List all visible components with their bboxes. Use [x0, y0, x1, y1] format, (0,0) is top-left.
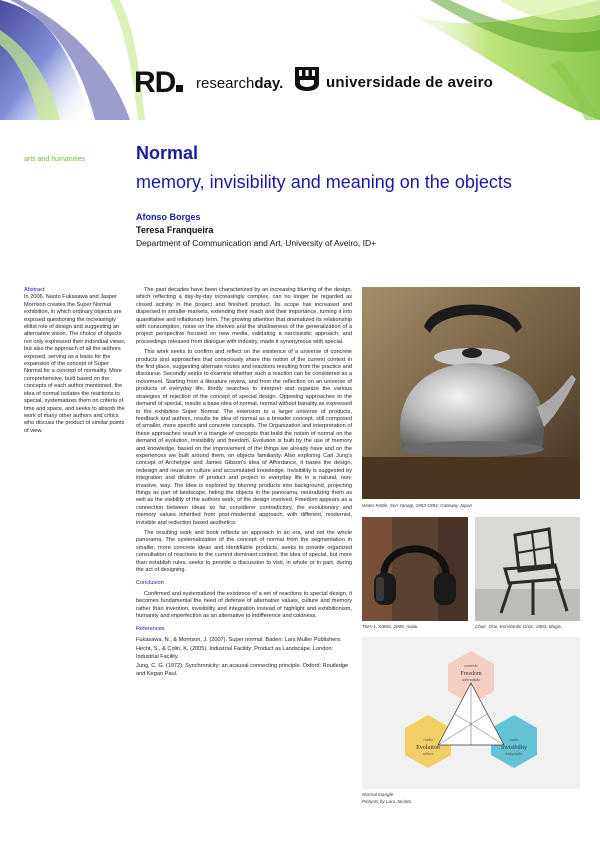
kettle-caption: Water Kettle, Sori Yanagi, 1953-1994, Gateway Japan — [362, 503, 473, 508]
header-banner — [0, 0, 600, 120]
university-wordmark: universidade de aveiro — [326, 74, 493, 91]
triangle-caption-2: Pictures by Lara Jacinto — [362, 799, 412, 804]
headphones-photo — [362, 517, 468, 621]
leaf-swirl-background — [0, 0, 600, 120]
headphones-caption: TMA-1, KIBiSi, 2009, Aiaiai. — [362, 624, 419, 629]
conclusion-heading: Conclusion — [136, 580, 164, 587]
normal-triangle-diagram — [362, 637, 580, 789]
chair-caption: Chair_One, Konstantin Grcic, 2003, Magis. — [475, 624, 563, 629]
chair-photo — [475, 517, 580, 621]
body-text — [136, 287, 352, 680]
kettle-photo — [362, 287, 580, 499]
invisibility-small-label: razão — [509, 738, 519, 742]
abstract-text: In 2006, Naoto Fukasawa and Jasper Morrison creates the Super Normal exhibition, in which ordinary objects are exposed questioning the increasingly elitist role of design and suggesting an alternative vision. The choice of objects not only expressed their individual views, but also the approach of all the authors exposed, serving as a basis for the expansion of the concept of Super Normal for a concept of normality. More comprehensive, built based on the concepts of each author mentioned, the idea of normal isolates the reactions to special, systematizes them on criteria of time and space, and seeks to absorb the work of many other authors and critics who discuss the product of similar points of view. — [24, 294, 126, 434]
body-paragraph-1: The past decades have been characterized by an increasing blurring of the design, which reflecting a day-by-day increasingly complex, can no longer be regarded as closed activity in the project and finished product. Its scope has increased and dispersed in smaller markets, extending their reach and their importance, turning it into quantitative and inflationary term. The growing attention that dramatized its relationship with consumption, noise on the shelves and the shallowness of the generalization of a project perspective focused on new media, validating a narcissistic approach, and proceedings released from dialogue with industry, made it synonymous with special. — [136, 287, 352, 345]
paper-subtitle: memory, invisibility and meaning on the objects — [136, 172, 512, 192]
references-heading: References — [136, 626, 165, 633]
affiliation: Department of Communication and Art, University of Aveiro, ID+ — [136, 238, 377, 248]
evolution-sub-label: cultura — [422, 752, 434, 756]
paper-title: Normal — [136, 143, 199, 163]
evolution-small-label: razão — [423, 738, 433, 742]
freedom-label: Freedom — [460, 671, 482, 677]
university-shield-icon — [294, 66, 320, 92]
freedom-small-label: contexto — [464, 664, 478, 668]
freedom-sub-label: contradição — [461, 678, 481, 682]
author-2: Teresa Franqueira — [136, 225, 214, 235]
body-paragraph-3: The resulting work and book reflects an approach in an era, and not the whole panorama. The systematization of the concept of normal from the segmentation in smaller, more concrete ideas and identifiable products, seeks to provide organized consultation of reactions to the current dominant context, the idea of special, but more than establish rules, seeks to provide a discussion to visit, in whole or in part, during the act of designing. — [136, 530, 352, 574]
author-1: Afonso Borges — [136, 212, 201, 222]
references-list — [136, 637, 352, 678]
body-paragraph-2: This work seeks to confirm and reflect on the existence of a universe of concrete products and approaches that consciously share this notion of the current context in the first place, suggesting alternate routes and reactions resulting from the practice and discourse. Secondly seeks to examine whether such a reaction can be considered as a movement. Starting from a literature review, and from the reflection on an universe of products of everyday life, thirdly searches to interpret and organize the various strategies of rejection of the concept of special design. Opposing approaches to the demand of special, results a base idea of normal, normal without banality as expressed in the exhibition Super Normal. The extension to a larger universe of products, feedback and authors, results he idea of normal as a broader concept, still composed of smaller, more specific and concrete concepts. The Organization and interpretation of these approaches result in a triangle of concepts that build the notion of normal on the demand of evolution, invisibility and freedom. Evolution is built by the use of memory and knowledge, based on the improvement of the things we already have and on the experiences we built around them, on objects familiarity. Also exploring Carl Jung's concept of Archetype and James Gibson's idea of Affordance, it bases the design, redesign and reuse on culture and accumulated knowledge. Invisibility is suggested by integration and dilution of product and project in everyday life in a natural, non-invasive, way. The idea is explored by blurring products into background, projecting things as part of landscape, hiding the objects in the panorama, neutralizing them as well as the visibility of the authors work, of the design involved. Freedom appears as a connection between ideas so far considerer contradictory, the evolutionary and memory values inherited from post-modernist approach, with different, modernist, invisible and reduction based aesthetics. — [136, 349, 352, 526]
triangle-caption-1: Normal triangle — [362, 792, 394, 797]
invisibility-sub-label: integração — [505, 752, 523, 756]
abstract-heading: Abstract — [24, 287, 45, 293]
researchday-wordmark: researchday. — [196, 75, 284, 92]
reference-item: Jung, C. G. (1972). Synchronicity: an acausal connecting principle. Oxford: Routledge and Kegan Paul. — [136, 663, 349, 677]
conclusion-text: Confirmed and systematized the existence of a set of reactions to special design, it becomes fundamental the need of defense of alternative values, culture and memory rather than invention, invisibility and integration instead of highlight and exhibitionism, humanity and imperfection as an alternative to indifference and coldness. — [136, 590, 352, 620]
reference-item: Fukasawa, N., & Morrison, J. (2007). Super normal. Baden: Lars Muller Publishers. — [136, 636, 342, 643]
evolution-label: Evolution — [416, 745, 440, 751]
reference-item: Hecht, S., & Colin, K. (2005). Industrial Facility: Product as Landscape. London: Industrial Facility. — [136, 646, 334, 660]
category-label: arts and humanities — [24, 156, 86, 163]
rd-logo: RD — [134, 66, 183, 100]
invisibility-label: Invisibility — [500, 745, 528, 751]
abstract — [24, 287, 128, 435]
